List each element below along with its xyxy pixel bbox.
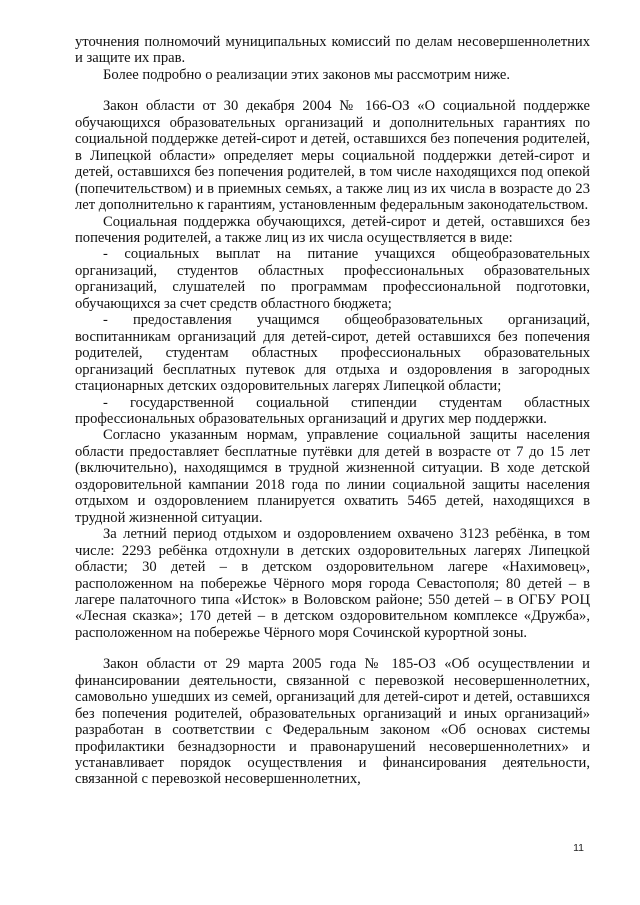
page-number: 11: [573, 842, 584, 854]
paragraph-vouchers-2018: Согласно указанным нормам, управление социальной защиты населения области предоставляет бесплатные путёвки для детей в возрасте от 7 до 15 лет (включительно), находящимся в трудной жизненной ситуации. В ходе детской оздоровительной кампании 2018 года по линии социальной защиты населения отдыхом и оздоровлением планируется охватить 5465 детей, находящихся в трудной жизненной ситуации.: [75, 427, 590, 526]
paragraph-summer-stats: За летний период отдыхом и оздоровлением охвачено 3123 ребёнка, в том числе: 2293 ребёнка отдохнули в детских оздоровительных лагерях Липецкой области; 30 детей – в детском оздоровительном лагере «Нахимовец», расположенном на побережье Чёрного моря города Севастополя; 80 детей – в лагере палаточного типа «Исток» в Воловском районе; 550 детей – в ОГБУ РОЦ «Лесная сказка»; 170 детей – в детском оздоровительном комплексе «Дружба», расположенном на побережье Чёрного моря Сочинской курортной зоны.: [75, 526, 590, 641]
list-item-meal-payments: - социальных выплат на питание учащихся общеобразовательных организаций, студентов областных профессиональных образовательных организаций, слушателей по программам профессиональной подготовки, обучающихся за счет средств областного бюджета;: [75, 246, 590, 312]
list-item-scholarship: - государственной социальной стипендии студентам областных профессиональных образовательных организаций и других мер поддержки.: [75, 394, 590, 427]
paragraph-2: Более подробно о реализации этих законов мы рассмотрим ниже.: [103, 66, 511, 83]
list-item-free-vouchers: - предоставления учащимся общеобразовательных организаций, воспитанникам организаций для детей-сирот, детей оставшихся без попечения родителей, студентам областных профессиональных образовательных организаций бесплатных путевок для отдыха и оздоровления в загородных стационарных детских оздоровительных лагерях Липецкой области;: [75, 312, 590, 395]
paragraph-law-166: Закон области от 30 декабря 2004 № 166-ОЗ «О социальной поддержке обучающихся образовательных организаций и дополнительных гарантиях по социальной поддержке детей-сирот и детей, оставшихся без попечения родителей, в Липецкой области» определяет меры социальной поддержки детей-сирот и детей, оставшихся без попечения родителей, в том числе находящихся под опекой (попечительством) и в приемных семьях, а также лиц из их числа в возрасте до 23 лет дополнительно к гарантиям, установленным федеральным законодательством.: [75, 98, 590, 214]
paragraph-support-forms: Социальная поддержка обучающихся, детей-сирот и детей, оставшихся без попечения родителей, а также лиц из их числа осуществляется в виде:: [75, 213, 590, 246]
paragraph-law-185: Закон области от 29 марта 2005 года № 185-ОЗ «Об осуществлении и финансировании деятельности, связанной с перевозкой несовершеннолетних, самовольно ушедших из семей, организаций для детей-сирот и детей, оставшихся без попечения родителей, образовательных организаций и иных организаций» разработан в соответствии с Федеральным законом «Об основах системы профилактики безнадзорности и правонарушений несовершеннолетних» и устанавливает порядок осуществления и финансирования деятельности, связанной с перевозкой несовершеннолетних,: [75, 656, 590, 788]
paragraph-1: уточнения полномочий муниципальных комиссий по делам несовершеннолетних и защите их прав.: [75, 34, 590, 67]
